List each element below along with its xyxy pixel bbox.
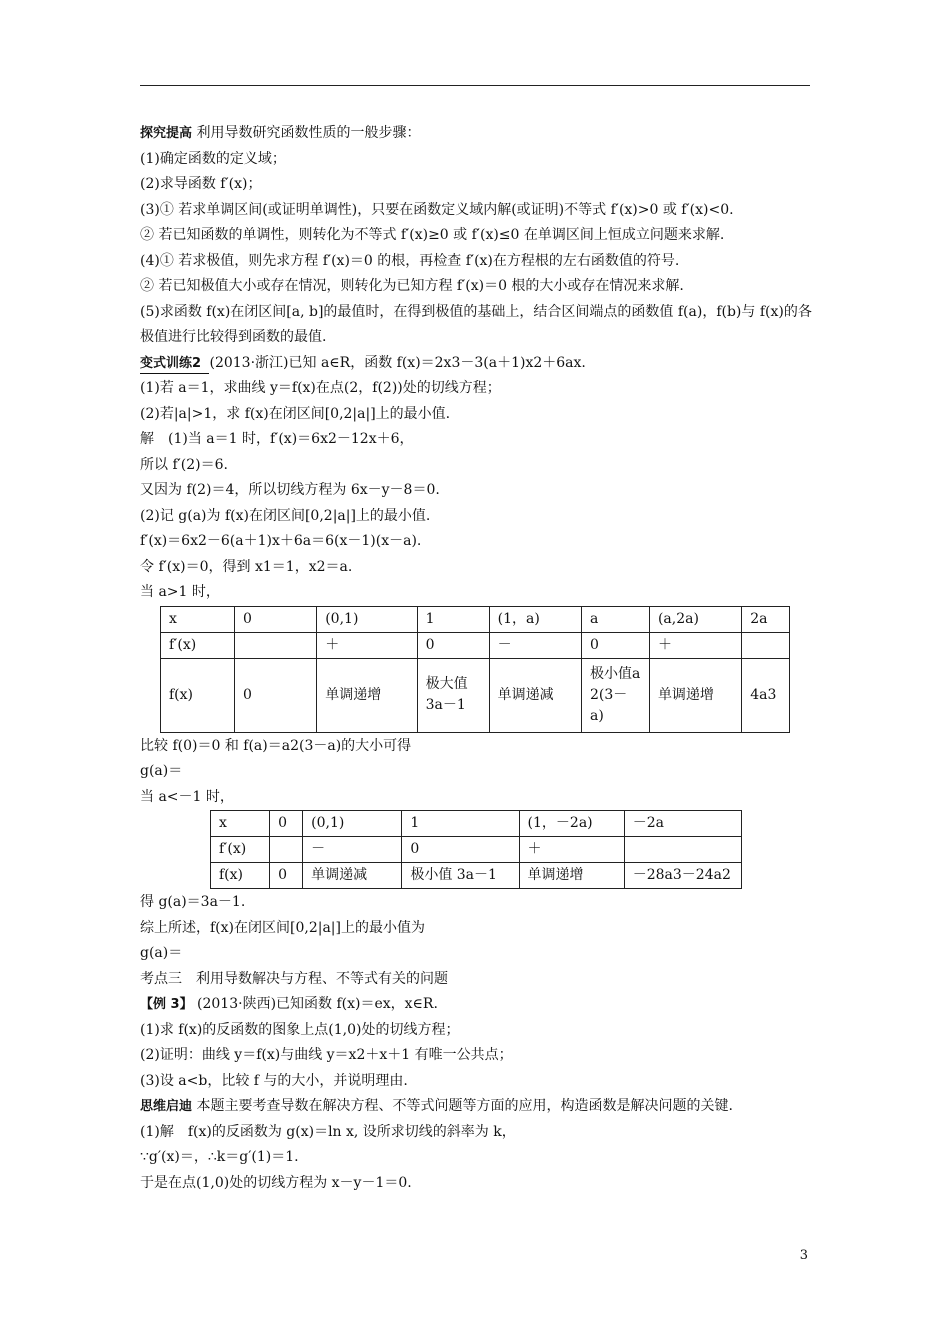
table-cell: 0 xyxy=(235,606,317,632)
example-statement: (2013·陕西)已知函数 f(x)＝ex，x∈R. xyxy=(197,996,438,1012)
table-cell: 1 xyxy=(417,606,489,632)
table-cell xyxy=(624,837,741,863)
table-cell: (0,1) xyxy=(303,811,402,837)
table-cell: 0 xyxy=(402,837,519,863)
table-cell: (a,2a) xyxy=(649,606,741,632)
table-cell: －2a xyxy=(624,811,741,837)
explore-step: ② 若已知函数的单调性，则转化为不等式 f′(x)≥0 或 f′(x)≤0 在单调区间上恒成立问题来求解. xyxy=(140,227,725,243)
solution-line: 解 (1)当 a＝1 时，f′(x)＝6x2－12x＋6， xyxy=(140,431,414,447)
table-cell: f′(x) xyxy=(161,632,235,658)
table-cell: f′(x) xyxy=(211,837,270,863)
table-cell: 0 xyxy=(270,863,303,889)
header-rule xyxy=(140,85,810,86)
table-cell: － xyxy=(489,632,581,658)
solution-line: f′(x)＝6x2－6(a＋1)x＋6a＝6(x－1)(x－a). xyxy=(140,533,422,549)
table-cell: f(x) xyxy=(161,658,235,732)
think-text: 本题主要考查导数在解决方程、不等式问题等方面的应用，构造函数是解决问题的关键. xyxy=(196,1098,733,1114)
table-cell xyxy=(235,632,317,658)
section-heading: 考点三 利用导数解决与方程、不等式有关的问题 xyxy=(140,970,448,987)
solution-line: 于是在点(1,0)处的切线方程为 x－y－1＝0. xyxy=(140,1174,412,1191)
explore-step: (3)① 若求单调区间(或证明单调性)，只要在函数定义域内解(或证明)不等式 f′(x)>0 或 f′(x)<0. xyxy=(140,201,734,218)
variant-tag: 变式训练2 xyxy=(140,351,205,377)
table-cell: (1，－2a) xyxy=(519,811,624,837)
think-tag: 思维启迪 xyxy=(140,1099,193,1114)
solution-line: 当 a<－1 时， xyxy=(140,788,234,805)
solution-line: 得 g(a)＝3a－1. xyxy=(140,894,246,910)
example-question-3: (3)设 a<b，比较 f 与的大小，并说明理由. xyxy=(140,1072,408,1089)
table-cell: －28a3－24a2 xyxy=(624,863,741,889)
solution-line: 比较 f(0)＝0 和 f(a)＝a2(3－a)的大小可得 xyxy=(140,737,412,754)
table-cell: f(x) xyxy=(211,863,270,889)
explore-intro: 利用导数研究函数性质的一般步骤： xyxy=(196,125,421,141)
explore-intro-line xyxy=(140,121,812,147)
solution-line: ∵g′(x)＝，∴k＝g′(1)＝1. xyxy=(140,1149,299,1165)
table-cell: 极小值 3a－1 xyxy=(402,863,519,889)
explore-step: (1)确定函数的定义域； xyxy=(140,150,286,167)
table-row xyxy=(161,658,790,732)
variation-table-a-lt-neg1 xyxy=(210,810,742,889)
variant-problem: (2013·浙江)已知 a∈R，函数 f(x)＝2x3－3(a＋1)x2＋6ax. xyxy=(209,354,586,371)
table-cell: 单调递减 xyxy=(303,863,402,889)
table-cell: 1 xyxy=(402,811,519,837)
table-cell: 4a3 xyxy=(742,658,790,732)
variation-table-a-gt-1 xyxy=(160,606,790,733)
solution-line: 当 a>1 时， xyxy=(140,584,220,600)
example-question-2: (2)证明：曲线 y＝f(x)与曲线 y＝x2＋x＋1 有唯一公共点； xyxy=(140,1047,513,1063)
table-cell: 极大值3a－1 xyxy=(417,658,489,732)
explore-step: (4)① 若求极值，则先求方程 f′(x)＝0 的根，再检查 f′(x)在方程根的左右函数值的符号. xyxy=(140,252,680,269)
table-cell: 0 xyxy=(581,632,649,658)
table-cell xyxy=(742,632,790,658)
explore-step: (2)求导函数 f′(x)； xyxy=(140,176,262,192)
solution-line: (2)记 g(a)为 f(x)在闭区间[0,2|a|]上的最小值. xyxy=(140,507,431,524)
variant-question-2: (2)若|a|>1，求 f(x)在闭区间[0,2|a|]上的最小值. xyxy=(140,405,451,422)
solution-line: g(a)＝ xyxy=(140,763,183,779)
table-cell: ＋ xyxy=(317,632,417,658)
table-cell: 单调递增 xyxy=(519,863,624,889)
example-tag: 【例 3】 xyxy=(140,997,193,1012)
explore-step: (5)求函数 f(x)在闭区间[a, b]的最值时，在得到极值的基础上，结合区间端点的函数值 f(a)，f(b)与 f(x)的各极值进行比较得到函数的最值. xyxy=(140,303,812,345)
example-question-1: (1)求 f(x)的反函数的图象上点(1,0)处的切线方程； xyxy=(140,1021,460,1038)
table-cell: (0,1) xyxy=(317,606,417,632)
variant-question-1: (1)若 a＝1，求曲线 y＝f(x)在点(2，f(2))处的切线方程； xyxy=(140,380,501,396)
solution-line: g(a)＝ xyxy=(140,945,183,961)
table-cell: x xyxy=(211,811,270,837)
solution-line: 令 f′(x)＝0，得到 x1＝1，x2＝a. xyxy=(140,558,353,575)
document-body xyxy=(140,121,812,1196)
table-row xyxy=(211,863,742,889)
table-cell: ＋ xyxy=(649,632,741,658)
solution-line: 又因为 f(2)＝4，所以切线方程为 6x－y－8＝0. xyxy=(140,482,440,498)
table-cell: 极小值a2(3－a) xyxy=(581,658,649,732)
think-paragraph xyxy=(140,1094,812,1120)
table-cell: 0 xyxy=(270,811,303,837)
table-cell: ＋ xyxy=(519,837,624,863)
table-cell: x xyxy=(161,606,235,632)
table-cell: － xyxy=(303,837,402,863)
explore-step: ② 若已知极值大小或存在情况，则转化为已知方程 f′(x)＝0 根的大小或存在情况来求解. xyxy=(140,278,684,294)
table-row xyxy=(161,606,790,632)
table-cell: 2a xyxy=(742,606,790,632)
variant-problem-line xyxy=(140,351,812,377)
explore-tag: 探究提高 xyxy=(140,126,193,141)
table-row xyxy=(211,811,742,837)
table-cell: 0 xyxy=(417,632,489,658)
table-cell xyxy=(270,837,303,863)
table-cell: 0 xyxy=(235,658,317,732)
solution-line: (1)解 f(x)的反函数为 g(x)＝ln x, 设所求切线的斜率为 k， xyxy=(140,1123,516,1140)
solution-line: 综上所述，f(x)在闭区间[0,2|a|]上的最小值为 xyxy=(140,919,425,936)
table-cell: 单调递增 xyxy=(317,658,417,732)
table-cell: 单调递减 xyxy=(489,658,581,732)
example-line xyxy=(140,992,812,1018)
table-cell: a xyxy=(581,606,649,632)
page-number: 3 xyxy=(799,1248,808,1263)
solution-line: 所以 f′(2)＝6. xyxy=(140,456,228,473)
table-cell: (1，a) xyxy=(489,606,581,632)
table-row xyxy=(161,632,790,658)
table-row xyxy=(211,837,742,863)
table-cell: 单调递增 xyxy=(649,658,741,732)
